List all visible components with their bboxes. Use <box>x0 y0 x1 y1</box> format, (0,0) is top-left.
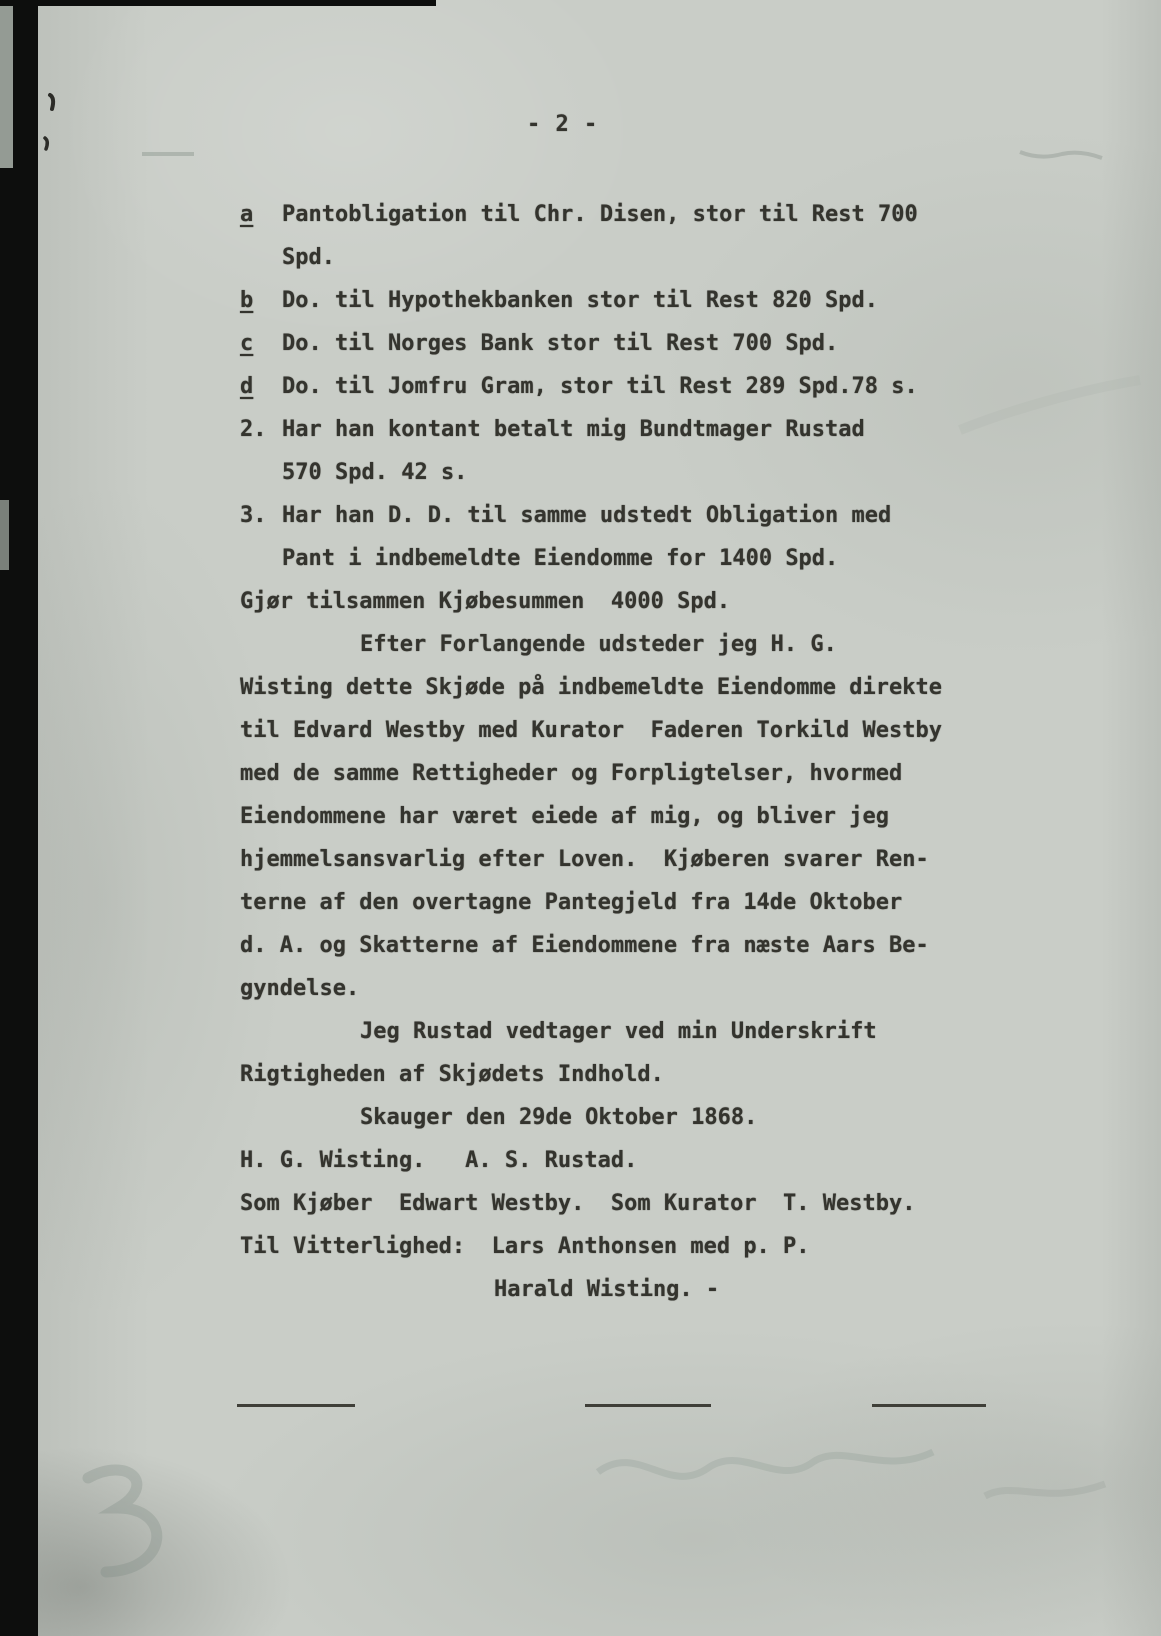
line-text: Spd. <box>282 245 335 270</box>
list-marker: a <box>240 202 254 227</box>
document-line <box>240 1010 942 1053</box>
document-line <box>240 752 942 795</box>
line-text: Do. til Hypothekbanken stor til Rest 820 Spd. <box>282 288 879 313</box>
line-text: Til Vitterlighed: Lars Anthonsen med p. P. <box>240 1234 810 1259</box>
document-line <box>240 1268 942 1311</box>
line-text: d. A. og Skatterne af Eiendommene fra næste Aars Be- <box>240 933 929 958</box>
scan-top-border <box>0 0 436 6</box>
line-text: terne af den overtagne Pantegjeld fra 14de Oktober <box>240 890 903 915</box>
document-line <box>240 236 942 279</box>
ink-mark <box>50 95 53 109</box>
document-line <box>240 1182 942 1225</box>
list-marker: d <box>240 374 254 399</box>
document-line <box>240 494 942 537</box>
document-line <box>240 537 942 580</box>
ghost-writing <box>960 380 1140 430</box>
document-line <box>240 1096 942 1139</box>
document-line <box>240 967 942 1010</box>
ghost-writing <box>985 1484 1105 1496</box>
list-marker: c <box>240 331 254 356</box>
document-line <box>240 623 942 666</box>
line-text: Rigtigheden af Skjødets Indhold. <box>240 1062 664 1087</box>
line-text: Gjør tilsammen Kjøbesummen 4000 Spd. <box>240 589 731 614</box>
list-marker: 3. <box>240 503 267 528</box>
line-text: H. G. Wisting. A. S. Rustad. <box>240 1148 638 1173</box>
line-text: Wisting dette Skjøde på indbemeldte Eiendomme direkte <box>240 675 942 700</box>
line-text: Som Kjøber Edwart Westby. Som Kurator T. Westby. <box>240 1191 916 1216</box>
document-line <box>240 838 942 881</box>
line-text: Harald Wisting. - <box>494 1277 720 1302</box>
line-text: Jeg Rustad vedtager ved min Underskrift <box>360 1019 877 1044</box>
line-text: Pant i indbemeldte Eiendomme for 1400 Spd. <box>282 546 839 571</box>
signature-rule <box>872 1404 986 1407</box>
document-line <box>240 279 942 322</box>
list-marker: b <box>240 288 254 313</box>
line-text: 570 Spd. 42 s. <box>282 460 468 485</box>
document-line <box>240 1225 942 1268</box>
line-text: Har han kontant betalt mig Bundtmager Rustad <box>282 417 865 442</box>
scan-left-border <box>0 0 38 1636</box>
document-line <box>240 924 942 967</box>
document-line <box>240 666 942 709</box>
document-line <box>240 709 942 752</box>
line-text: Pantobligation til Chr. Disen, stor til Rest 700 <box>282 202 918 227</box>
scan-left-border-fade <box>0 500 9 570</box>
ghost-writing <box>88 1470 157 1572</box>
line-text: Har han D. D. til samme udstedt Obligation med <box>282 503 892 528</box>
document-line <box>240 580 942 623</box>
line-text: med de samme Rettigheder og Forpligtelser, hvormed <box>240 761 903 786</box>
document-line <box>240 408 942 451</box>
smudge-mark <box>1020 152 1102 158</box>
page-number: - 2 - <box>527 112 599 137</box>
document-line <box>240 795 942 838</box>
document-line <box>240 193 942 236</box>
line-text: Efter Forlangende udsteder jeg H. G. <box>360 632 837 657</box>
document-line <box>240 322 942 365</box>
document-line <box>240 1053 942 1096</box>
ghost-writing <box>598 1452 933 1476</box>
line-text: Do. til Jomfru Gram, stor til Rest 289 Spd.78 s. <box>282 374 918 399</box>
line-text: Skauger den 29de Oktober 1868. <box>360 1105 758 1130</box>
scan-left-border-fade <box>0 0 13 168</box>
list-marker: 2. <box>240 417 267 442</box>
signature-rule <box>237 1404 355 1407</box>
signature-rule <box>585 1404 711 1407</box>
document-body <box>240 193 942 1311</box>
document-line <box>240 881 942 924</box>
document-line <box>240 365 942 408</box>
document-line <box>240 1139 942 1182</box>
line-text: Do. til Norges Bank stor til Rest 700 Spd. <box>282 331 839 356</box>
ink-mark <box>45 138 47 149</box>
document-line <box>240 451 942 494</box>
line-text: til Edvard Westby med Kurator Faderen Torkild Westby <box>240 718 942 743</box>
line-text: hjemmelsansvarlig efter Loven. Kjøberen svarer Ren- <box>240 847 929 872</box>
line-text: gyndelse. <box>240 976 360 1001</box>
line-text: Eiendommene har været eiede af mig, og bliver jeg <box>240 804 890 829</box>
